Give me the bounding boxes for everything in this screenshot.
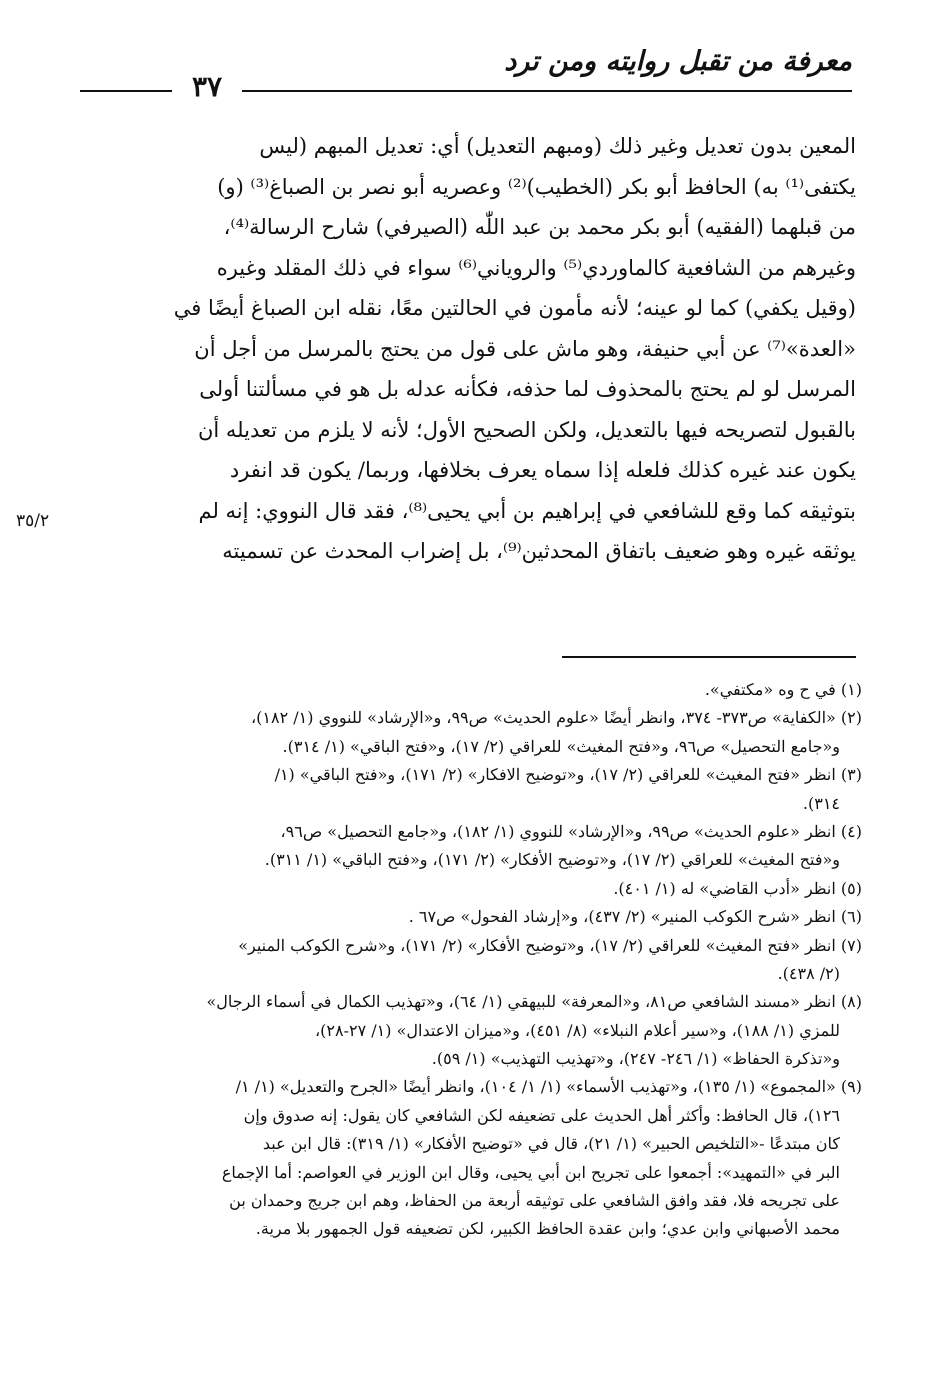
- footnote-line: محمد الأصبهاني وابن عدي؛ وابن عقدة الحافظ الكبير، لكن تضعيفه قول الجمهور بلا مرية.: [255, 1219, 840, 1239]
- footnote-line: (٣) انظر «فتح المغيث» للعراقي (٢/ ١٧)، و«توضيح الافكار» (٢/ ١٧١)، و«فتح الباقي» (١/: [274, 765, 862, 785]
- footnote-line: على تجريحه فلا، فقد وافق الشافعي على توثيقه أربعة من الحفاظ، وهم ابن جريج وحمدان بن: [229, 1191, 840, 1211]
- footnote-line: للمزي (١/ ١٨٨)، و«سير أعلام النبلاء» (٨/ ٤٥١)، و«ميزان الاعتدال» (١/ ٢٧-٢٨)،: [315, 1020, 840, 1040]
- text-line: المرسل لو لم يحتج بالمحذوف لما حذفه، فكأنه عدله بل هو في مسألتنا أولى: [199, 377, 856, 401]
- footnote-line: (٩) «المجموع» (١/ ١٣٥)، و«تهذيب الأسماء» (١/ ١/ ١٠٤)، وانظر أيضًا «الجرح والتعديل» (١/ ١/: [235, 1077, 862, 1097]
- footnote-line: كان مبتدعًا -«التلخيص الحبير» (١/ ٢١)، قال في «توضيح الأفكار» (١/ ٣١٩): قال ابن عبد: [262, 1134, 840, 1154]
- footnote-line: (٧) انظر «فتح المغيث» للعراقي (٢/ ١٧)، و«توضيح الأفكار» (٢/ ١٧١)، و«شرح الكوكب المنير»: [238, 935, 862, 955]
- text-line: «العدة»⁽⁷⁾ عن أبي حنيفة، وهو ماش على قول من يحتج بالمرسل من أجل أن: [194, 336, 856, 361]
- footnote-line: البر في «التمهيد»: أجمعوا على تجريح ابن أبي يحيى، وقال ابن الوزير في العواصم: أما الإجماع: [221, 1162, 840, 1182]
- text-line: يوثقه غيره وهو ضعيف باتفاق المحدثين⁽⁹⁾، بل إضراب المحدث عن تسميته: [222, 539, 856, 563]
- footnote-line: (١) في ح وه «مكتفي».: [704, 680, 862, 699]
- footnote-line: ٣١٤).: [802, 793, 840, 813]
- text-line: بالقبول لتصريحه فيها بالتعديل، ولكن الصحيح الأول؛ لأنه لا يلزم من تعديله أن: [197, 417, 856, 442]
- footnote-line: و«جامع التحصيل» ص٩٦، و«فتح المغيث» للعراقي (٢/ ١٧)، و«فتح الباقي» (١/ ٣١٤).: [282, 736, 840, 756]
- footnote-line: (٥) انظر «أدب القاضي» له (١/ ٤٠١).: [613, 878, 862, 898]
- page-header: [80, 30, 852, 103]
- page-number: ٣٧: [172, 70, 242, 104]
- footnote-rule: [562, 656, 856, 658]
- text-line: يكون عند غيره كذلك فلعله إذا سماه يعرف بخلافها، وربما/ يكون قد انفرد: [229, 458, 856, 482]
- footnotes: [80, 676, 862, 1244]
- footnote-line: و«تذكرة الحفاظ» (١/ ٢٤٦- ٢٤٧)، و«تهذيب التهذيب» (١/ ٥٩).: [431, 1049, 840, 1069]
- text-line: المعين بدون تعديل وغير ذلك (ومبهم التعديل) أي: تعديل المبهم (ليس: [259, 134, 856, 158]
- footnote-line: (٢/ ٤٣٨).: [777, 963, 840, 983]
- footnote-line: (٢) «الكفاية» ص٣٧٣- ٣٧٤، وانظر أيضًا «علوم الحديث» ص٩٩، و«الإرشاد» للنووي (١/ ١٨٢)،: [250, 708, 862, 728]
- footnote-line: (٨) انظر «مسند الشافعي ص٨١، و«المعرفة» للبيهقي (١/ ٦٤)، و«تهذيب الكمال في أسماء الرجال»: [206, 992, 862, 1012]
- footnote-line: و«فتح المغيث» للعراقي (٢/ ١٧)، و«توضيح الأفكار» (٢/ ١٧١)، و«فتح الباقي» (١/ ٣١١).: [264, 850, 840, 870]
- text-line: من قبلهما (الفقيه) أبو بكر محمد بن عبد اللّٰه (الصيرفي) شارح الرسالة⁽⁴⁾،: [223, 215, 856, 239]
- text-line: (وقيل يكفي) كما لو عينه؛ لأنه مأمون في الحالتين معًا، نقله ابن الصباغ أيضًا في: [173, 296, 856, 320]
- text-line: بتوثيقه كما وقع للشافعي في إبراهيم بن أبي يحيى⁽⁸⁾، فقد قال النووي: إنه لم: [198, 498, 856, 523]
- footnote-line: (٦) انظر «شرح الكوكب المنير» (٢/ ٤٣٧)، و«إرشاد الفحول» ص٦٧ .: [408, 907, 862, 927]
- text-line: يكتفى⁽¹⁾ به) الحافظ أبو بكر (الخطيب)⁽²⁾ وعصريه أبو نصر بن الصباغ⁽³⁾ (و): [217, 174, 856, 199]
- running-title: معرفة من تقبل روايته ومن ترد: [504, 46, 852, 77]
- footnote-line: ١٢٦)، قال الحافظ: وأكثر أهل الحديث على تضعيفه لكن الشافعي كان يقول: إنه صدوق وإن: [243, 1105, 840, 1125]
- text-line: وغيرهم من الشافعية كالماوردي⁽⁵⁾ والروياني⁽⁶⁾ سواء في ذلك المقلد وغيره: [216, 255, 856, 280]
- margin-note: ٣٥/٢: [16, 511, 50, 531]
- main-text: [82, 126, 856, 572]
- footnote-line: (٤) انظر «علوم الحديث» ص٩٩، و«الإرشاد» للنووي (١/ ١٨٢)، و«جامع التحصيل» ص٩٦،: [280, 821, 862, 841]
